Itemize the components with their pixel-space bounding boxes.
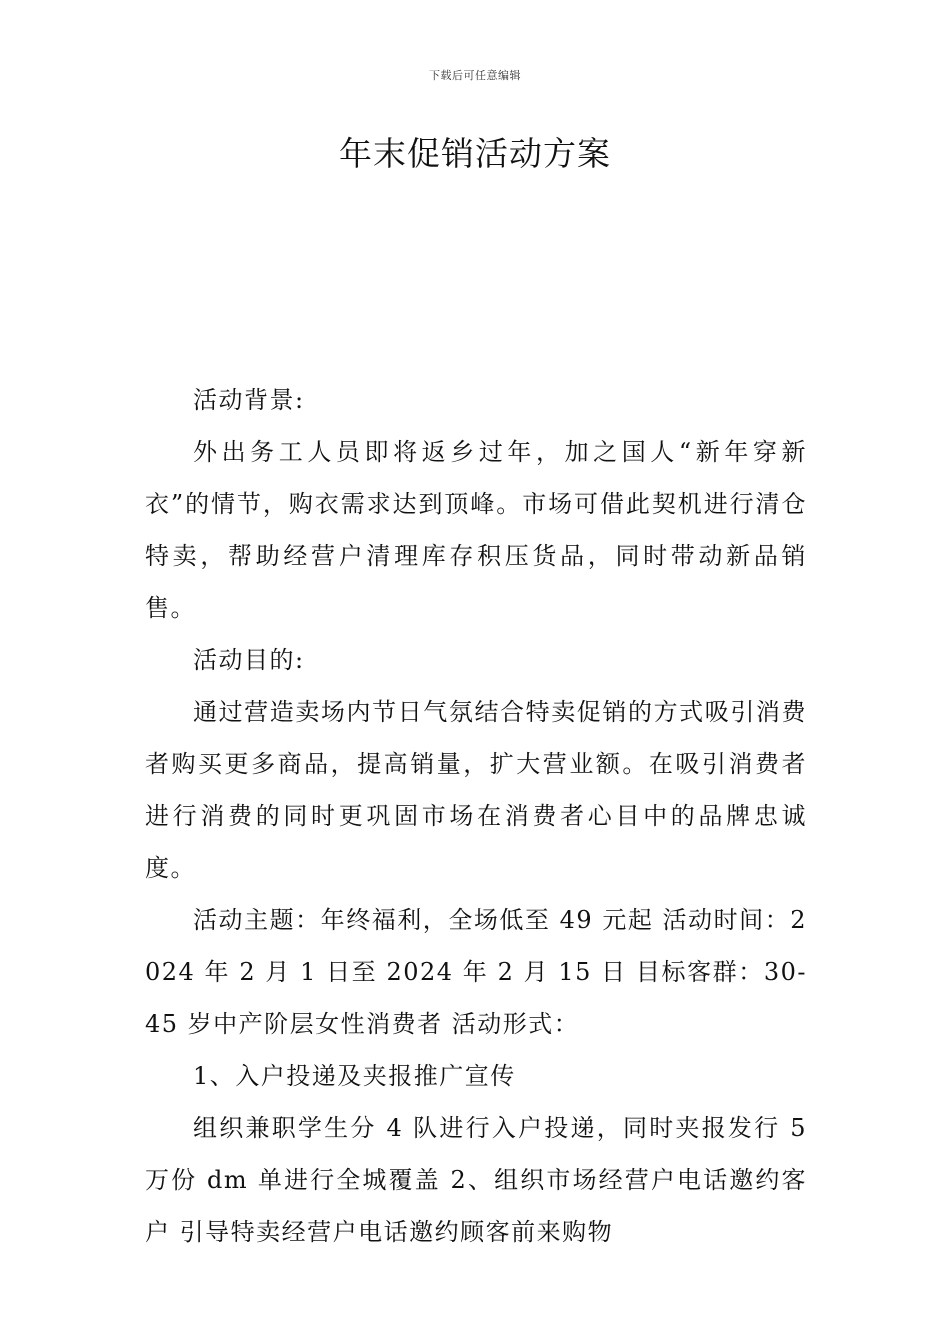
paragraph-distribution: 组织兼职学生分 4 队进行入户投递，同时夹报发行 5 万份 dm 单进行全城覆盖 2、组织市场经营户电话邀约客户 引导特卖经营户电话邀约顾客前来购物 <box>145 1114 807 1246</box>
document-title: 年末促销活动方案 <box>339 134 611 173</box>
header-note: 下载后可任意编辑 <box>429 69 521 82</box>
paragraph-theme-time-audience: 活动主题：年终福利，全场低至 49 元起 活动时间：2024 年 2 月 1 日至 2024 年 2 月 15 日 目标客群：30-45 岁中产阶层女性消费者 活动形式： <box>145 906 807 1038</box>
section-heading-purpose: 活动目的: <box>193 646 305 674</box>
document-body <box>145 374 807 1258</box>
list-item-promotion: 1、入户投递及夹报推广宣传 <box>193 1062 516 1090</box>
paragraph-background: 外出务工人员即将返乡过年，加之国人“新年穿新衣”的情节，购衣需求达到顶峰。市场可借此契机进行清仓特卖，帮助经营户清理库存积压货品，同时带动新品销售。 <box>145 438 807 622</box>
paragraph-purpose: 通过营造卖场内节日气氛结合特卖促销的方式吸引消费者购买更多商品，提高销量，扩大营业额。在吸引消费者进行消费的同时更巩固市场在消费者心目中的品牌忠诚度。 <box>145 698 807 882</box>
section-heading-background: 活动背景: <box>193 386 305 414</box>
